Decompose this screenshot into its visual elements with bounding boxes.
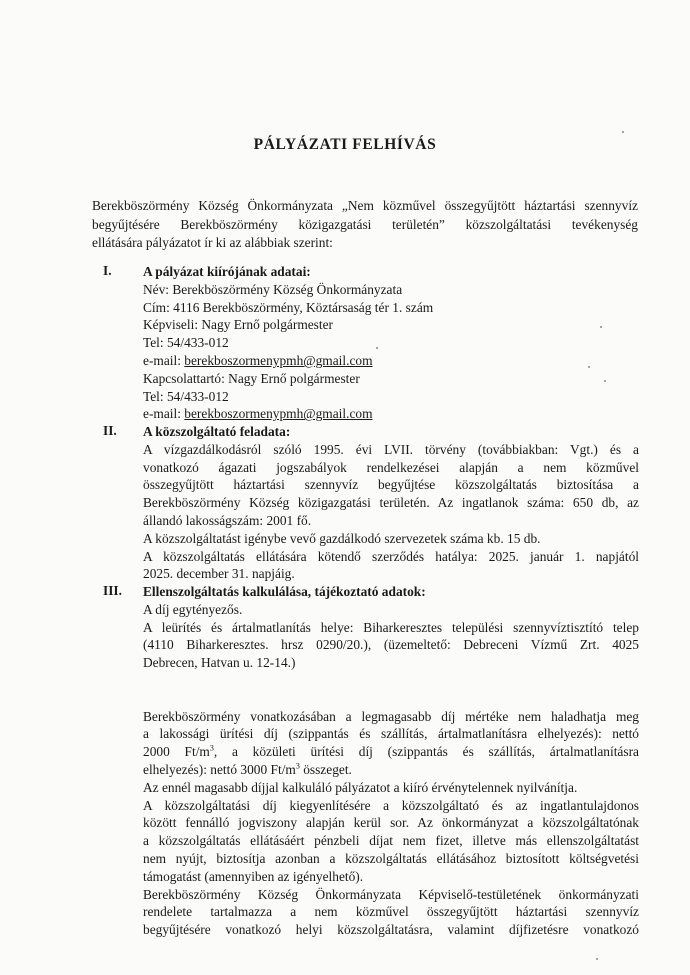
text-line: begyűjtésére vonatkozó helyi közszolgáltatásra, valamint díjfizetésre vonatkozó (143, 922, 639, 938)
text-line: Berekböszörmény vonatkozásában a legmagasabb díj mértéke nem haladhatja meg (143, 708, 639, 724)
section-numeral: I. (103, 263, 112, 278)
scan-speck (588, 366, 590, 368)
text-line: Berekböszörmény Község Önkormányzata Képviselő-testületének önkormányzati (143, 886, 639, 902)
section-heading: A közszolgáltató feladata: (143, 424, 291, 439)
fee-text: összeget. (299, 761, 352, 777)
contact-person: Kapcsolattartó: Nagy Ernő polgármester (143, 370, 360, 386)
issuer-email-line (143, 352, 639, 370)
issuer-address: Cím: 4116 Berekböszörmény, Köztársaság tér 1. szám (143, 299, 434, 315)
text-line: nem nyújt, biztosítja azonban a közszolgáltatás ellátásához biztosított költségvetési (143, 850, 639, 866)
residential-fee: 2000 Ft/m (143, 744, 210, 760)
text-line: A díj egytényezős. (143, 601, 243, 617)
section-numeral: II. (103, 423, 117, 438)
contact-phone: Tel: 54/433-012 (143, 388, 229, 404)
text-line: A leürítés és ártalmatlanítás helye: Biharkeresztes települési szennyvíztisztító telep (143, 619, 639, 635)
section-numeral: III. (103, 583, 122, 598)
text-line: összegyűjtött háztartási szennyvíz begyűjtése közszolgáltatás biztosítása a (143, 477, 639, 493)
document-title: PÁLYÁZATI FELHÍVÁS (253, 136, 437, 153)
section-heading: Ellenszolgáltatás kalkulálása, tájékoztató adatok: (143, 584, 426, 599)
fee-line-commercial (143, 761, 639, 779)
cubic-superscript: 3 (295, 761, 300, 771)
contact-email-line (143, 405, 639, 423)
text-line: (4110 Biharkeresztes. hrsz 0290/20.), (üzemeltető: Debreceni Vízmű Zrt. 4025 (143, 637, 639, 653)
intro-line: begyűjtésére Berekböszörmény közigazgatási területén” közszolgáltatási tevékenység (92, 216, 638, 232)
issuer-phone: Tel: 54/433-012 (143, 335, 229, 351)
text-line: a lakossági ürítési díj (szippantás és szállítás, ártalmatlanításra elhelyezés): nettó (143, 726, 639, 742)
text-line: vonatkozó ágazati jogszabályok rendelkezései alapján a nem közművel (143, 459, 639, 475)
text-line: 2025. december 31. napjáig. (143, 566, 295, 582)
text-line: Debrecen, Hatvan u. 12-14.) (143, 655, 296, 671)
contact-email-link[interactable]: berekboszormenypmh@gmail.com (184, 406, 373, 422)
issuer-email-link[interactable]: berekboszormenypmh@gmail.com (184, 352, 373, 368)
fee-line-residential (143, 743, 639, 761)
paragraph-gap (143, 690, 639, 708)
commercial-fee: elhelyezés): nettó 3000 Ft/m (143, 761, 296, 777)
email-label: e-mail: (143, 406, 185, 422)
text-line: rendelete tartalmazza a nem közművel összegyűjtött háztartási szennyvíz (143, 904, 639, 920)
text-line: A közszolgáltatást igénybe vevő gazdálkodó szervezetek száma kb. 15 db. (143, 530, 541, 546)
section-heading: A pályázat kiírójának adatai: (143, 264, 311, 279)
section-body (143, 423, 639, 583)
section-body (143, 583, 639, 939)
cubic-superscript: 3 (209, 743, 214, 753)
intro-paragraph (92, 197, 638, 253)
text-line: között fennálló jogviszony alapján kerül sor. Az önkormányzat a közszolgáltatónak (143, 815, 639, 831)
scan-speck (604, 380, 606, 382)
text-line: támogatást (amennyiben az igényelhető). (143, 868, 364, 884)
scan-speck (376, 347, 378, 349)
section-body (143, 263, 639, 423)
text-line: A közszolgáltatási díj kiegyenlítésére a közszolgáltató és az ingatlantulajdonos (143, 797, 639, 813)
scan-speck (600, 326, 602, 328)
email-label: e-mail: (143, 352, 185, 368)
intro-line: ellátására pályázatot ír ki az alábbiak szerint: (92, 235, 333, 250)
scan-speck (596, 958, 598, 960)
fee-text: , a közületi ürítési díj (szippantás és szállítás, ártalmatlanításra (213, 744, 639, 760)
text-line: A közszolgáltatás ellátására kötendő szerződés hatálya: 2025. január 1. napjától (143, 548, 639, 564)
text-line: a közszolgáltatás ellátásáért pénzbeli díjat nem fizet, illetve más ellenszolgáltatást (143, 833, 639, 849)
text-line: A vízgazdálkodásról szóló 1995. évi LVII. törvény (továbbiakban: Vgt.) és a (143, 441, 639, 457)
issuer-representative: Képviseli: Nagy Ernő polgármester (143, 317, 334, 333)
text-line: Berekböszörmény Község közigazgatási területén. Az ingatlanok száma: 650 db, az (143, 495, 639, 511)
issuer-name: Név: Berekböszörmény Község Önkormányzata (143, 281, 403, 297)
paragraph-gap (143, 672, 639, 690)
intro-line: Berekböszörmény Község Önkormányzata „Nem közművel összegyűjtött háztartási szennyvíz (92, 198, 638, 213)
text-line: állandó lakosságszám: 2001 fő. (143, 512, 312, 528)
scan-speck (622, 131, 624, 133)
text-line: Az ennél magasabb díjjal kalkuláló pályázatot a kiíró érvénytelennek nyilvánítja. (143, 779, 578, 795)
